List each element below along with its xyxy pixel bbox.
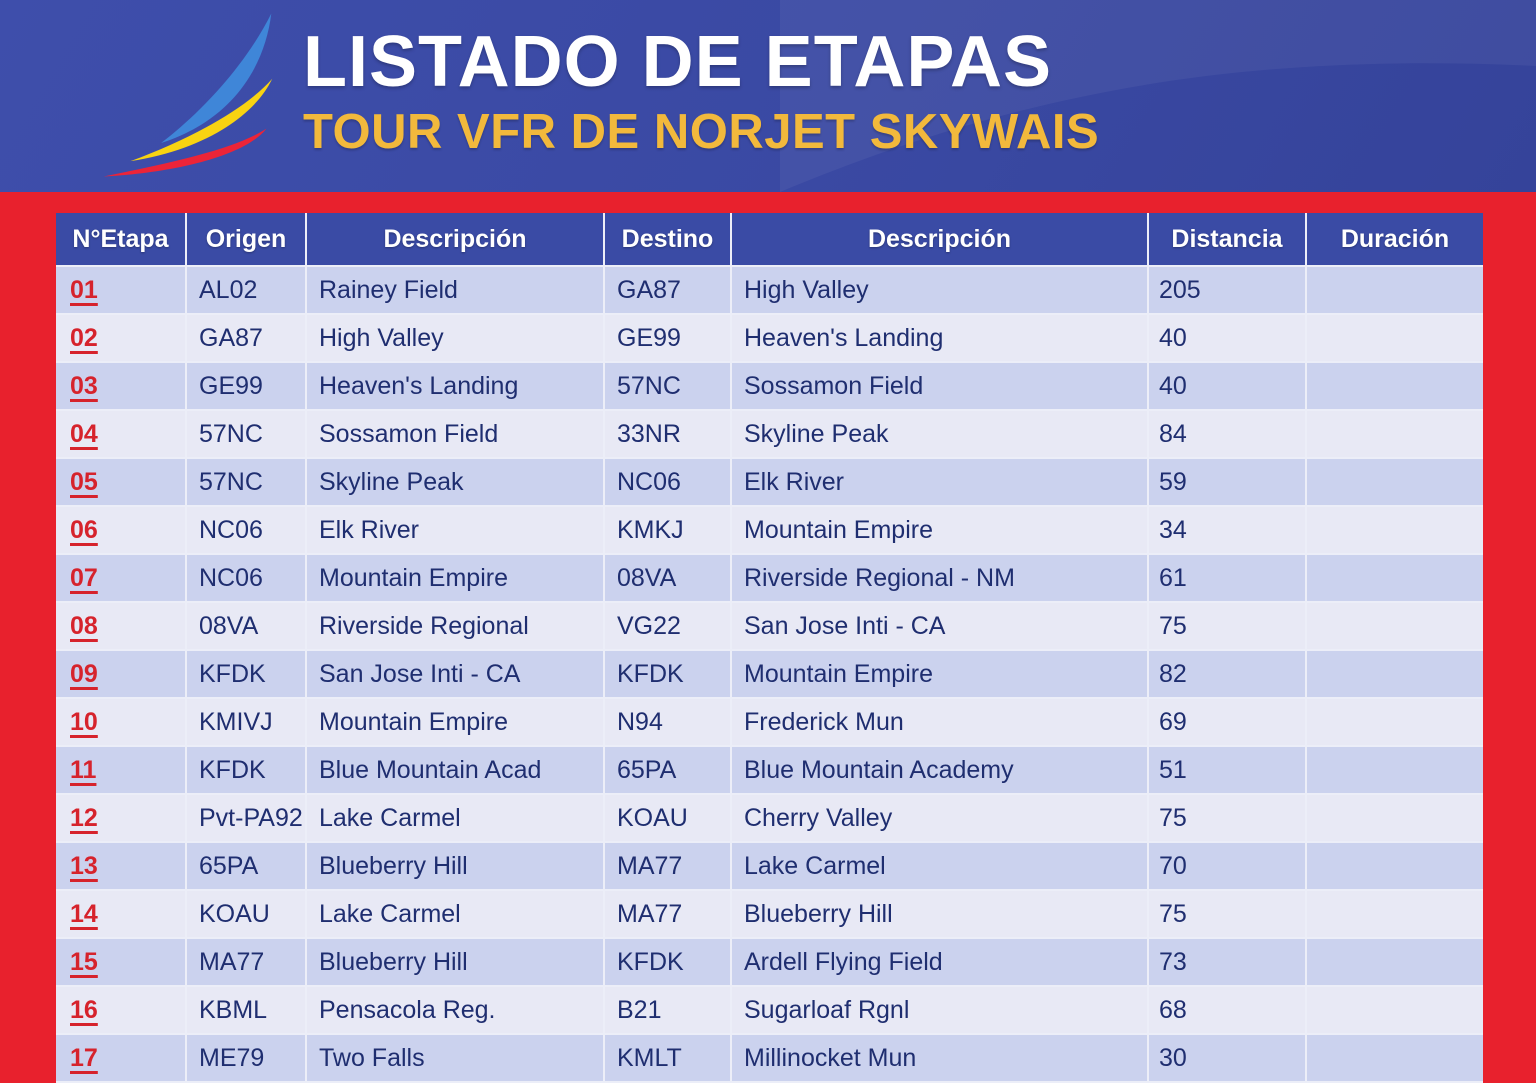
etapa-cell: [56, 1034, 186, 1082]
etapa-number-link[interactable]: 17: [70, 1043, 98, 1072]
etapa-number-link[interactable]: 16: [70, 995, 98, 1024]
distancia-cell: 30: [1148, 1034, 1306, 1082]
duracion-cell: [1306, 650, 1483, 698]
origen-code-cell: ME79: [186, 1034, 306, 1082]
origen-code-cell: KOAU: [186, 890, 306, 938]
origen-code-cell: 57NC: [186, 410, 306, 458]
destino-desc-cell: San Jose Inti - CA: [731, 602, 1148, 650]
etapas-table-container: [56, 213, 1483, 1083]
origen-code-cell: KFDK: [186, 746, 306, 794]
distancia-cell: 51: [1148, 746, 1306, 794]
etapa-cell: [56, 506, 186, 554]
destino-desc-cell: Riverside Regional - NM: [731, 554, 1148, 602]
etapa-row: [56, 602, 1483, 650]
origen-desc-cell: Mountain Empire: [306, 554, 604, 602]
duracion-cell: [1306, 554, 1483, 602]
origen-code-cell: GA87: [186, 314, 306, 362]
distancia-cell: 59: [1148, 458, 1306, 506]
destino-desc-cell: Lake Carmel: [731, 842, 1148, 890]
duracion-cell: [1306, 314, 1483, 362]
origen-desc-cell: San Jose Inti - CA: [306, 650, 604, 698]
destino-code-cell: 57NC: [604, 362, 731, 410]
etapa-row: [56, 650, 1483, 698]
destino-desc-cell: High Valley: [731, 266, 1148, 314]
distancia-cell: 40: [1148, 314, 1306, 362]
etapa-row: [56, 938, 1483, 986]
duracion-cell: [1306, 602, 1483, 650]
destino-desc-cell: Mountain Empire: [731, 506, 1148, 554]
etapa-row: [56, 362, 1483, 410]
destino-code-cell: B21: [604, 986, 731, 1034]
header-banner: [0, 0, 1536, 192]
origen-desc-cell: Riverside Regional: [306, 602, 604, 650]
etapa-number-link[interactable]: 10: [70, 707, 98, 736]
origen-desc-cell: Pensacola Reg.: [306, 986, 604, 1034]
destino-desc-cell: Blueberry Hill: [731, 890, 1148, 938]
destino-desc-cell: Skyline Peak: [731, 410, 1148, 458]
etapa-row: [56, 458, 1483, 506]
etapa-cell: [56, 842, 186, 890]
etapa-number-link[interactable]: 14: [70, 899, 98, 928]
distancia-cell: 75: [1148, 890, 1306, 938]
destino-desc-cell: Cherry Valley: [731, 794, 1148, 842]
duracion-cell: [1306, 698, 1483, 746]
etapa-row: [56, 842, 1483, 890]
destino-desc-cell: Blue Mountain Academy: [731, 746, 1148, 794]
etapa-cell: [56, 938, 186, 986]
destino-desc-cell: Elk River: [731, 458, 1148, 506]
etapa-number-link[interactable]: 06: [70, 515, 98, 544]
duracion-cell: [1306, 842, 1483, 890]
etapa-cell: [56, 794, 186, 842]
origen-desc-cell: Blue Mountain Acad: [306, 746, 604, 794]
column-header-origen: Origen: [186, 213, 306, 266]
distancia-cell: 75: [1148, 794, 1306, 842]
distancia-cell: 68: [1148, 986, 1306, 1034]
duracion-cell: [1306, 1034, 1483, 1082]
origen-desc-cell: Blueberry Hill: [306, 938, 604, 986]
destino-code-cell: MA77: [604, 842, 731, 890]
destino-code-cell: 33NR: [604, 410, 731, 458]
etapa-row: [56, 1034, 1483, 1082]
destino-desc-cell: Millinocket Mun: [731, 1034, 1148, 1082]
origen-desc-cell: Two Falls: [306, 1034, 604, 1082]
etapa-number-link[interactable]: 11: [70, 755, 97, 784]
origen-desc-cell: Sossamon Field: [306, 410, 604, 458]
page-title: LISTADO DE ETAPAS: [303, 22, 1053, 102]
origen-desc-cell: Heaven's Landing: [306, 362, 604, 410]
etapa-cell: [56, 554, 186, 602]
origen-code-cell: Pvt-PA92: [186, 794, 306, 842]
etapa-cell: [56, 314, 186, 362]
distancia-cell: 73: [1148, 938, 1306, 986]
etapa-number-link[interactable]: 05: [70, 467, 98, 496]
origen-code-cell: AL02: [186, 266, 306, 314]
etapa-number-link[interactable]: 12: [70, 803, 98, 832]
duracion-cell: [1306, 362, 1483, 410]
etapa-row: [56, 410, 1483, 458]
distancia-cell: 40: [1148, 362, 1306, 410]
origen-code-cell: KFDK: [186, 650, 306, 698]
origen-desc-cell: Blueberry Hill: [306, 842, 604, 890]
etapa-cell: [56, 650, 186, 698]
duracion-cell: [1306, 938, 1483, 986]
column-header-duracion: Duración: [1306, 213, 1483, 266]
origen-desc-cell: Lake Carmel: [306, 794, 604, 842]
distancia-cell: 84: [1148, 410, 1306, 458]
destino-code-cell: KMLT: [604, 1034, 731, 1082]
destino-code-cell: KOAU: [604, 794, 731, 842]
duracion-cell: [1306, 410, 1483, 458]
destino-code-cell: MA77: [604, 890, 731, 938]
etapa-number-link[interactable]: 03: [70, 371, 98, 400]
destino-code-cell: GE99: [604, 314, 731, 362]
origen-code-cell: GE99: [186, 362, 306, 410]
etapa-row: [56, 986, 1483, 1034]
etapas-table-body: [56, 266, 1483, 1082]
destino-code-cell: KFDK: [604, 650, 731, 698]
duracion-cell: [1306, 986, 1483, 1034]
destino-code-cell: NC06: [604, 458, 731, 506]
etapa-row: [56, 506, 1483, 554]
etapa-row: [56, 554, 1483, 602]
title-block: [303, 22, 1100, 159]
etapa-cell: [56, 698, 186, 746]
etapa-cell: [56, 746, 186, 794]
etapa-row: [56, 698, 1483, 746]
etapa-cell: [56, 890, 186, 938]
duracion-cell: [1306, 890, 1483, 938]
etapa-cell: [56, 986, 186, 1034]
destino-code-cell: KFDK: [604, 938, 731, 986]
destino-code-cell: 08VA: [604, 554, 731, 602]
distancia-cell: 82: [1148, 650, 1306, 698]
distancia-cell: 69: [1148, 698, 1306, 746]
column-header-distancia: Distancia: [1148, 213, 1306, 266]
etapa-number-link[interactable]: 02: [70, 323, 98, 352]
duracion-cell: [1306, 458, 1483, 506]
table-header-row: [56, 213, 1483, 266]
column-header-descripcion-destino: Descripción: [731, 213, 1148, 266]
origen-desc-cell: Mountain Empire: [306, 698, 604, 746]
etapa-row: [56, 314, 1483, 362]
origen-desc-cell: Elk River: [306, 506, 604, 554]
etapa-cell: [56, 362, 186, 410]
etapa-number-link[interactable]: 09: [70, 659, 98, 688]
distancia-cell: 75: [1148, 602, 1306, 650]
destino-code-cell: KMKJ: [604, 506, 731, 554]
destino-desc-cell: Heaven's Landing: [731, 314, 1148, 362]
column-header-destino: Destino: [604, 213, 731, 266]
destino-code-cell: 65PA: [604, 746, 731, 794]
origen-code-cell: 65PA: [186, 842, 306, 890]
duracion-cell: [1306, 266, 1483, 314]
distancia-cell: 205: [1148, 266, 1306, 314]
duracion-cell: [1306, 794, 1483, 842]
destino-desc-cell: Sugarloaf Rgnl: [731, 986, 1148, 1034]
etapa-cell: [56, 602, 186, 650]
etapa-row: [56, 890, 1483, 938]
etapa-number-link[interactable]: 01: [70, 275, 98, 304]
origen-code-cell: NC06: [186, 554, 306, 602]
norjet-logo-icon: [100, 6, 295, 188]
origen-code-cell: NC06: [186, 506, 306, 554]
distancia-cell: 70: [1148, 842, 1306, 890]
destino-code-cell: VG22: [604, 602, 731, 650]
origen-code-cell: 08VA: [186, 602, 306, 650]
destino-code-cell: GA87: [604, 266, 731, 314]
duracion-cell: [1306, 746, 1483, 794]
etapa-row: [56, 746, 1483, 794]
origen-desc-cell: Lake Carmel: [306, 890, 604, 938]
etapa-row: [56, 266, 1483, 314]
column-header-n-etapa: N°Etapa: [56, 213, 186, 266]
origen-code-cell: 57NC: [186, 458, 306, 506]
etapas-table: [56, 213, 1483, 1083]
origen-code-cell: KBML: [186, 986, 306, 1034]
distancia-cell: 34: [1148, 506, 1306, 554]
etapa-cell: [56, 266, 186, 314]
origen-code-cell: MA77: [186, 938, 306, 986]
distancia-cell: 61: [1148, 554, 1306, 602]
origen-desc-cell: Rainey Field: [306, 266, 604, 314]
etapa-number-link[interactable]: 15: [70, 947, 98, 976]
etapa-cell: [56, 458, 186, 506]
etapa-number-link[interactable]: 04: [70, 419, 98, 448]
etapa-number-link[interactable]: 08: [70, 611, 98, 640]
destino-code-cell: N94: [604, 698, 731, 746]
duracion-cell: [1306, 506, 1483, 554]
etapa-number-link[interactable]: 13: [70, 851, 98, 880]
page-subtitle: TOUR VFR DE NORJET SKYWAIS: [303, 105, 1100, 159]
etapa-number-link[interactable]: 07: [70, 563, 98, 592]
origen-code-cell: KMIVJ: [186, 698, 306, 746]
origen-desc-cell: High Valley: [306, 314, 604, 362]
destino-desc-cell: Frederick Mun: [731, 698, 1148, 746]
origen-desc-cell: Skyline Peak: [306, 458, 604, 506]
destino-desc-cell: Ardell Flying Field: [731, 938, 1148, 986]
destino-desc-cell: Mountain Empire: [731, 650, 1148, 698]
column-header-descripcion-origen: Descripción: [306, 213, 604, 266]
destino-desc-cell: Sossamon Field: [731, 362, 1148, 410]
etapa-cell: [56, 410, 186, 458]
etapa-row: [56, 794, 1483, 842]
